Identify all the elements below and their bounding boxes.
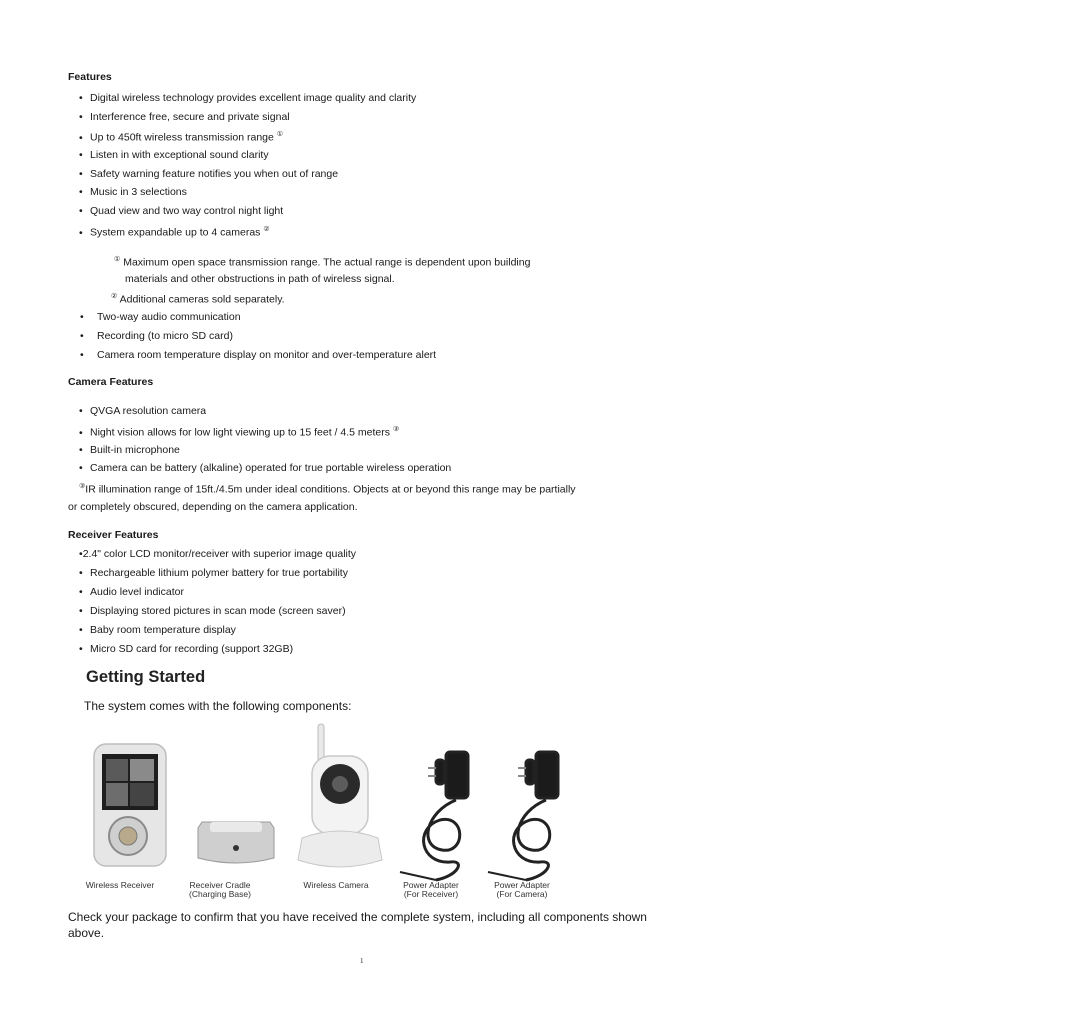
footnote-1-cont: materials and other obstructions in path of wireless signal. <box>125 273 395 285</box>
list-item: • Camera can be battery (alkaline) operated for true portable wireless operation <box>79 462 452 474</box>
list-item: • Night vision allows for low light viewing up to 15 feet / 4.5 meters ③ <box>79 426 400 439</box>
getting-started-title: Getting Started <box>86 668 206 686</box>
camera-features-heading: Camera Features <box>68 376 154 388</box>
receiver-cradle-image <box>198 822 274 863</box>
wireless-receiver-image <box>94 744 166 866</box>
footnote-3: ③IR illumination range of 15ft./4.5m under ideal conditions. Objects at or beyond this range may be partially <box>79 483 576 496</box>
list-item: • Camera room temperature display on monitor and over-temperature alert <box>80 349 437 361</box>
component-caption: Power Adapter (For Receiver) <box>403 880 459 899</box>
list-item: • Rechargeable lithium polymer battery for true portability <box>79 567 348 579</box>
list-item: • Up to 450ft wireless transmission range ① <box>79 131 284 144</box>
list-item: • QVGA resolution camera <box>79 405 207 417</box>
component-caption: Wireless Receiver <box>85 880 155 890</box>
components-photo <box>70 716 575 908</box>
footnote-2: ② Additional cameras sold separately. <box>111 293 285 306</box>
package-check-text: Check your package to confirm that you have received the complete system, including all components shown above. <box>68 910 647 940</box>
list-item: • Quad view and two way control night light <box>79 205 284 217</box>
receiver-features-heading: Receiver Features <box>68 529 159 541</box>
footnote-3-cont: or completely obscured, depending on the camera application. <box>68 501 358 513</box>
list-item: • Two-way audio communication <box>80 311 241 323</box>
footnote-mark: ③ <box>392 426 400 433</box>
list-item: • Micro SD card for recording (support 32GB) <box>79 643 294 655</box>
list-item: • Displaying stored pictures in scan mode (screen saver) <box>79 605 346 617</box>
component-caption: Power Adapter (For Camera) <box>494 880 550 899</box>
list-item: • Built-in microphone <box>79 444 180 456</box>
footnote-mark: ② <box>263 226 270 233</box>
features-heading: Features <box>68 71 112 83</box>
component-caption: Wireless Camera <box>303 880 369 890</box>
power-adapter-receiver-image <box>400 752 468 880</box>
list-item: • Baby room temperature display <box>79 624 236 636</box>
wireless-camera-image <box>298 724 382 867</box>
footnote-mark: ① <box>276 131 284 138</box>
page-number: 1 <box>360 957 364 965</box>
list-item: •2.4" color LCD monitor/receiver with superior image quality <box>79 548 357 560</box>
component-caption: Receiver Cradle (Charging Base) <box>189 880 251 899</box>
list-item: • System expandable up to 4 cameras ② <box>79 226 270 239</box>
power-adapter-camera-image <box>488 752 558 880</box>
list-item: • Safety warning feature notifies you when out of range <box>79 168 339 180</box>
list-item: • Interference free, secure and private signal <box>79 111 290 123</box>
list-item: • Music in 3 selections <box>79 186 187 198</box>
footnote-1: ① Maximum open space transmission range. The actual range is dependent upon building <box>114 256 531 269</box>
list-item: • Listen in with exceptional sound clarity <box>79 149 269 161</box>
list-item: • Recording (to micro SD card) <box>80 330 233 342</box>
list-item: • Audio level indicator <box>79 586 184 598</box>
getting-started-intro: The system comes with the following components: <box>84 699 352 713</box>
list-item: • Digital wireless technology provides excellent image quality and clarity <box>79 92 417 104</box>
